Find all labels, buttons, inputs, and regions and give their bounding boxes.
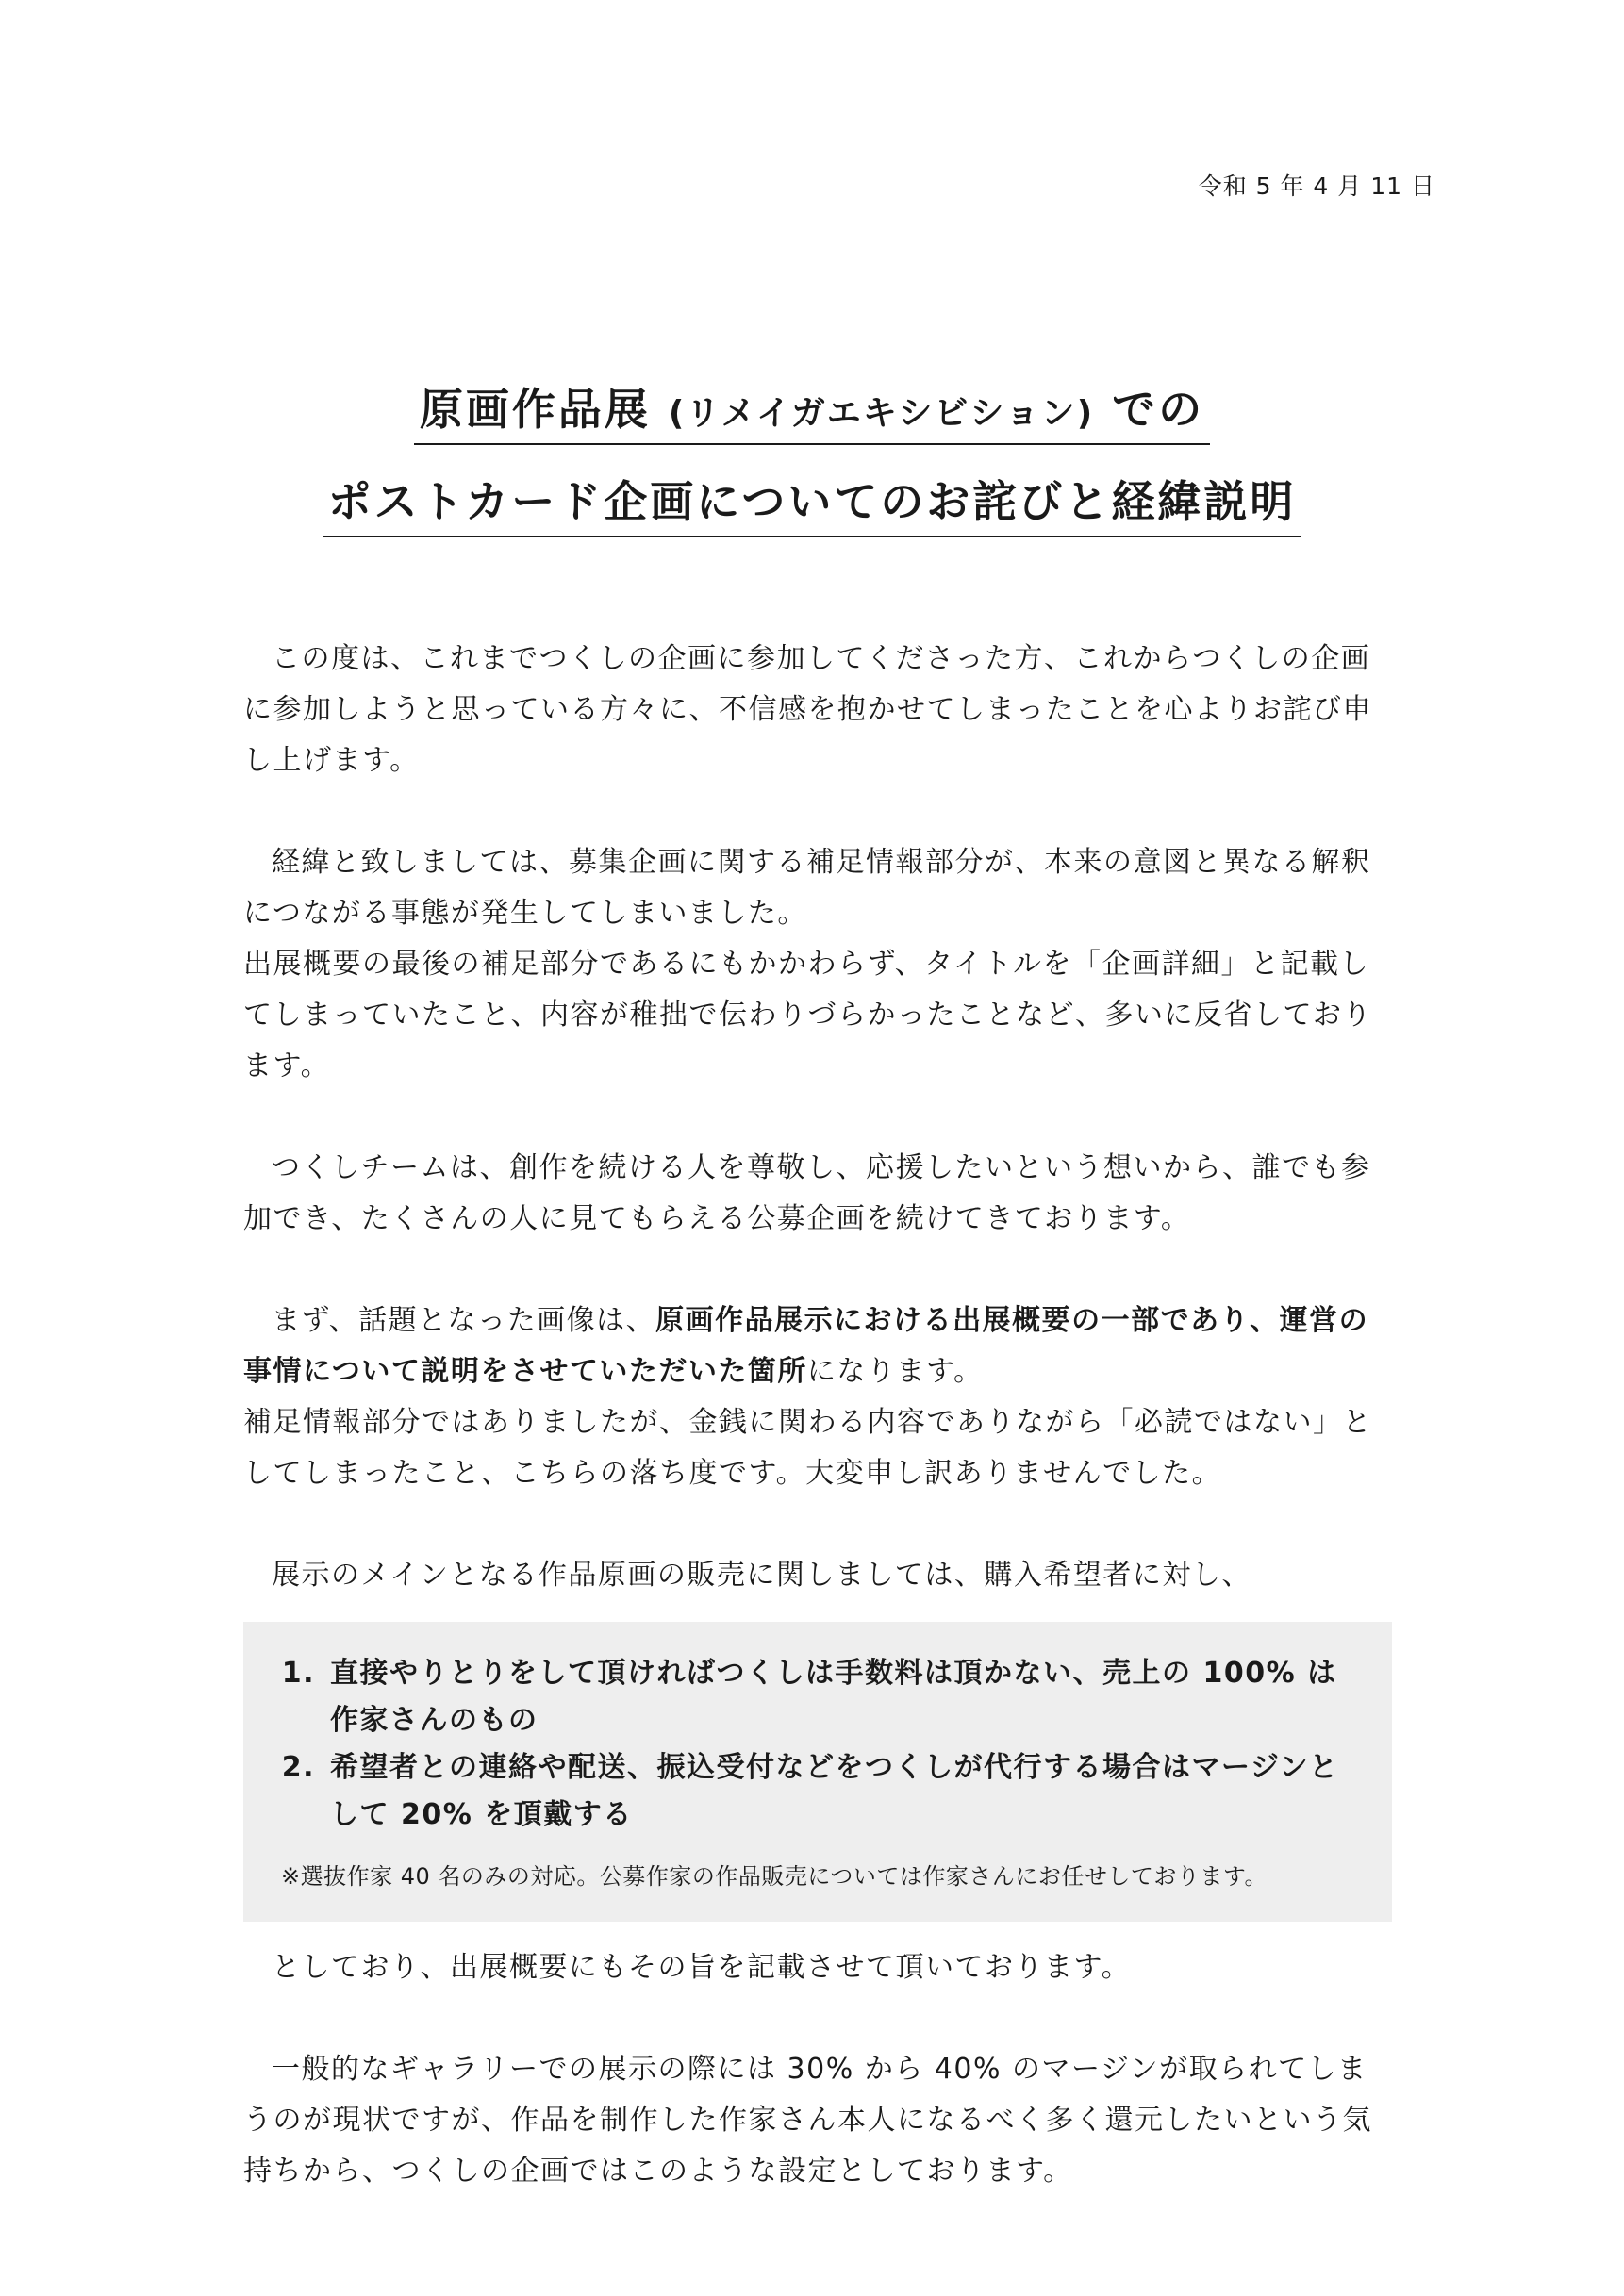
image-explanation-bold: 原画作品展示における出展概要の一部であり、運営の事情について説明をさせていただいた箇所 [243,1304,1369,1388]
paragraph-stated: としており、出展概要にもその旨を記載させて頂いております。 [272,1951,1132,1984]
title-paren: (リメイガエキシビション) [668,394,1095,433]
paragraph-background: 経緯と致しましては、募集企画に関する補足情報部分が、本来の意図と異なる解釈につながる事態が発生してしまいました。 [243,846,1371,930]
title-line-1-underline [414,375,1210,445]
title-main: 原画作品展 [419,384,651,435]
paragraph-image-explanation [243,1296,1392,1397]
title-line-1 [0,375,1624,445]
sales-conditions-list [281,1650,1354,1839]
sales-condition-2: 2. 希望者との連絡や配送、振込受付などをつくしが代行する場合はマージンとして 20% を頂戴する [326,1744,1354,1839]
title-tail: での [1112,384,1205,435]
title-line-2 [0,468,1624,537]
paragraph-team: つくしチームは、創作を続ける人を尊敬し、応援したいという想いから、誰でも参加でき、たくさんの人に見てもらえる公募企画を続けてきております。 [243,1151,1371,1235]
sales-conditions-note: ※選抜作家 40 名のみの対応。公募作家の作品販売については作家さんにお任せしております。 [281,1863,1268,1890]
image-explanation-post: になります。 [806,1355,984,1388]
sales-conditions-box [243,1622,1392,1922]
paragraph-reflection: 出展概要の最後の補足部分であるにもかかわらず、タイトルを「企画詳細」と記載してしまっていたこと、内容が稚拙で伝わりづらかったことなど、多いに反省しております。 [243,948,1372,1082]
image-explanation-pre: まず、話題となった画像は、 [272,1304,656,1337]
paragraph-fault: 補足情報部分ではありましたが、金銭に関わる内容でありながら「必読ではない」としてしまったこと、こちらの落ち度です。大変申し訳ありませんでした。 [243,1406,1372,1490]
title-line-2-text: ポストカード企画についてのお詫びと経緯説明 [323,468,1302,537]
sales-condition-1: 1. 直接やりとりをして頂ければつくしは手数料は頂かない、売上の 100% は作家さんのもの [326,1650,1354,1744]
paragraph-apology: この度は、これまでつくしの企画に参加してくださった方、これからつくしの企画に参加しようと思っている方々に、不信感を抱かせてしまったことを心よりお詫び申し上げます。 [243,642,1372,777]
document-body [243,634,1392,2248]
document-date: 令和 5 年 4 月 11 日 [1198,173,1435,200]
paragraph-sales-intro: 展示のメインとなる作品原画の販売に関しましては、購入希望者に対し、 [272,1559,1251,1592]
paragraph-margin-explanation: 一般的なギャラリーでの展示の際には 30% から 40% のマージンが取られてしまうのが現状ですが、作品を制作した作家さん本人になるべく多く還元したいという気持ちから、つくしの企画ではこのような設定としております。 [243,2053,1372,2188]
